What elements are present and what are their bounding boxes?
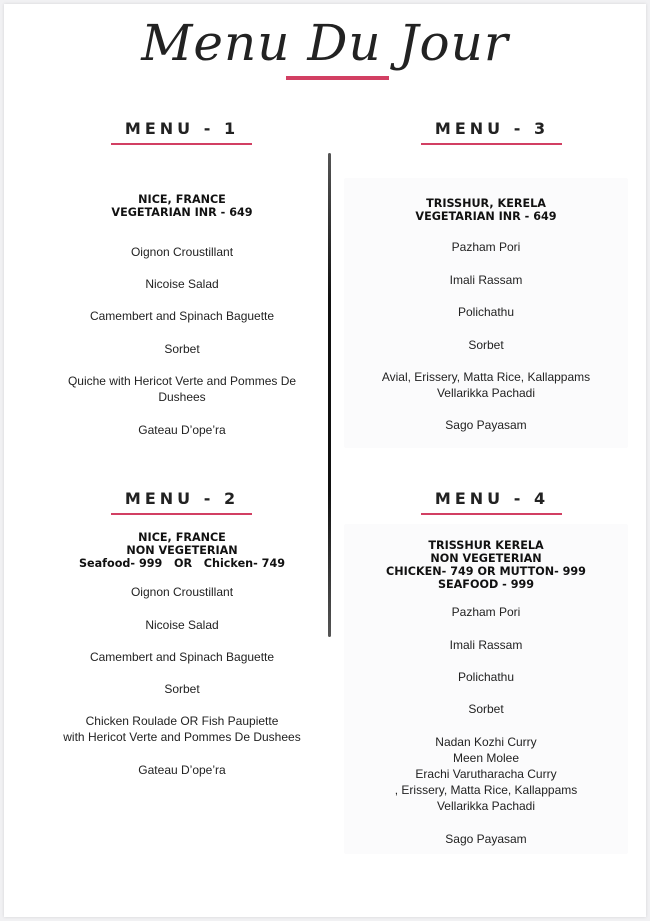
menu-2-item: Chicken Roulade OR Fish Paupiette with Hericot Verte and Pommes De Dushees — [63, 714, 301, 744]
menu-3-item: Avial, Erissery, Matta Rice, Kallappams Vellarikka Pachadi — [381, 370, 591, 400]
menu-1-item: Quiche with Hericot Verte and Pommes De Dushees — [67, 374, 297, 404]
menu-3-item: Imali Rassam — [449, 273, 523, 287]
menu-title-block — [0, 0, 650, 100]
menu-2-heading: MENU - 2 — [124, 489, 240, 508]
menu-2-price: Seafood- 999 OR Chicken- 749 — [78, 557, 286, 570]
menu-1-subhead — [32, 193, 332, 219]
menu-3-price: VEGETARIAN INR - 649 — [415, 210, 557, 223]
menu-2-subhead — [22, 531, 342, 570]
menu-1-item: Gateau D’ope’ra — [138, 423, 226, 437]
menu-1-price: VEGETARIAN INR - 649 — [111, 206, 253, 219]
menu-4-seafood-price: SEAFOOD - 999 — [437, 578, 535, 591]
menu-4-item: Sorbet — [468, 702, 504, 716]
menu-4-item: Imali Rassam — [449, 638, 523, 652]
menu-3-item: Sorbet — [468, 338, 504, 352]
menu-3-heading: MENU - 3 — [434, 119, 550, 138]
menu-4-underline — [421, 513, 562, 515]
menu-3-location: TRISSHUR, KERELA — [426, 197, 546, 210]
menu-1-underline — [111, 143, 252, 145]
menu-4-category: NON VEGETERIAN — [430, 552, 542, 565]
menu-3-underline — [421, 143, 562, 145]
page-title: Menu Du Jour — [141, 14, 509, 72]
menu-2-category: NON VEGETERIAN — [126, 544, 238, 557]
menu-4-item: Polichathu — [457, 670, 515, 684]
menu-2-item: Gateau D’ope’ra — [138, 763, 226, 777]
menu-3-item: Polichathu — [457, 305, 515, 319]
menu-4-location: TRISSHUR KERELA — [428, 539, 544, 552]
menu-4-heading: MENU - 4 — [434, 489, 550, 508]
menu-4-item: Nadan Kozhi Curry Meen Molee Erachi Varutharacha Curry , Erissery, Matta Rice, Kallappams Vellarikka Pachadi — [394, 735, 578, 813]
menu-3-item: Pazham Pori — [451, 240, 521, 254]
menu-1-heading: MENU - 1 — [124, 119, 240, 138]
menu-4-subhead — [336, 539, 636, 591]
title-underline — [286, 76, 389, 80]
menu-2-underline — [111, 513, 252, 515]
menu-4-price: CHICKEN- 749 OR MUTTON- 999 — [386, 565, 586, 578]
menu-2-item: Oignon Croustillant — [130, 585, 234, 599]
menu-1-item: Nicoise Salad — [145, 277, 219, 291]
menu-1-item: Sorbet — [164, 342, 200, 356]
menu-2-item: Nicoise Salad — [145, 618, 219, 632]
menu-2-item: Camembert and Spinach Baguette — [89, 650, 275, 664]
menu-2-location: NICE, FRANCE — [138, 531, 226, 544]
menu-4-item: Pazham Pori — [451, 605, 521, 619]
menu-1-item: Camembert and Spinach Baguette — [89, 309, 275, 323]
menu-4-item: Sago Payasam — [445, 832, 527, 846]
menu-1-location: NICE, FRANCE — [138, 193, 226, 206]
menu-2-item: Sorbet — [164, 682, 200, 696]
menu-1-item: Oignon Croustillant — [130, 245, 234, 259]
menu-3-item: Sago Payasam — [445, 418, 527, 432]
menu-3-subhead — [336, 197, 636, 223]
